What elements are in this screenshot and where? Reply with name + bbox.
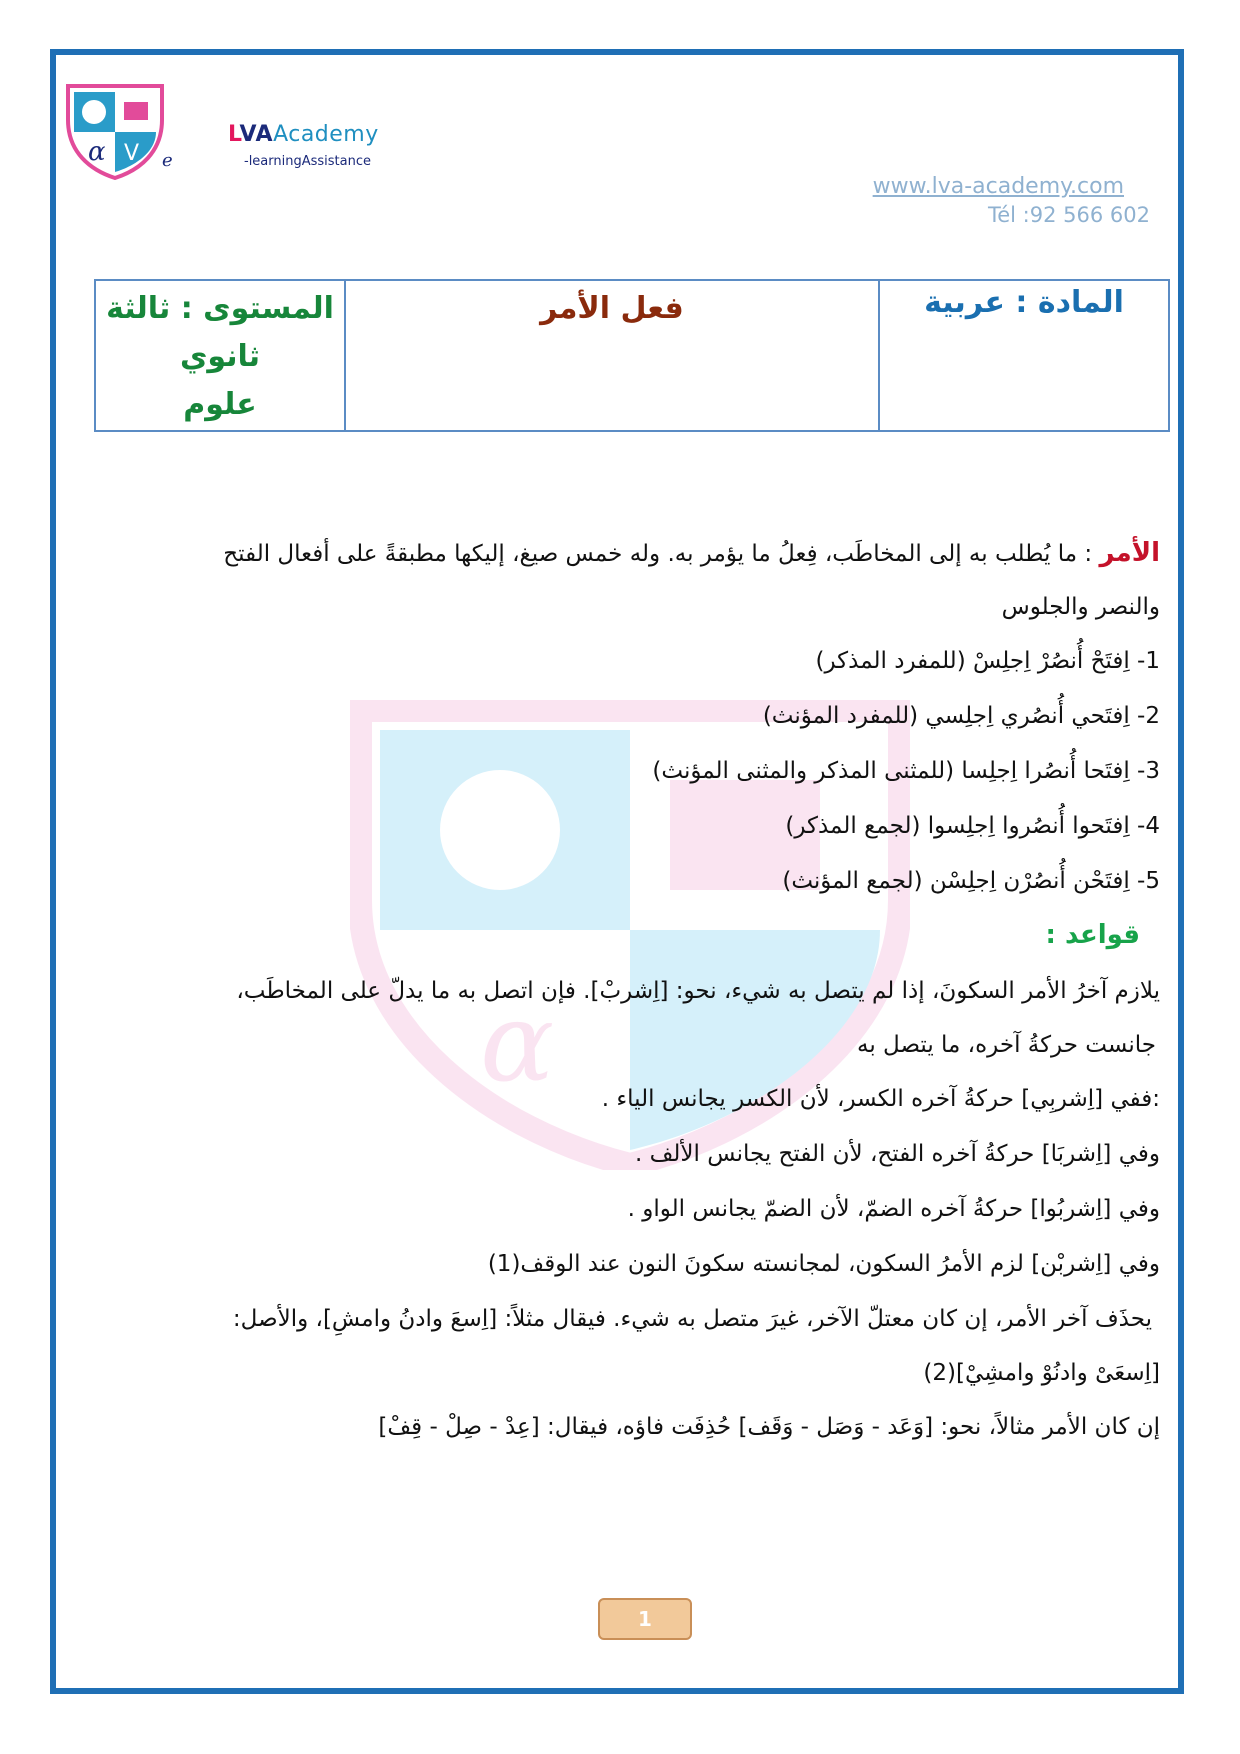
page-number-badge: 1	[598, 1598, 692, 1640]
svg-text:α: α	[480, 978, 555, 1106]
rule-line-3: :ففي [اِشربِي] حركةُ آخره الكسر، لأن الكسر يجانس الياء .	[601, 1086, 1160, 1112]
rule-line-2: جانست حركةُ آخره، ما يتصل به	[856, 1032, 1156, 1058]
rule-line-7: يحذَف آخر الأمر، إن كان معتلّ الآخر، غيرَ متصل به شيء. فيقال مثلاً: [اِسعَ وادنُ وامشِ]، والأصل:	[232, 1306, 1152, 1332]
form-line-4: 4- اِفتَحوا أُنصُروا اِجلِسوا (لجمع المذكر)	[785, 813, 1160, 839]
level-line-1: المستوى : ثالثة	[106, 291, 334, 326]
brand-academy: Academy	[273, 122, 379, 147]
level-line-2: ثانوي	[179, 339, 261, 374]
svg-text:α: α	[88, 137, 106, 167]
form-line-1: 1- اِفتَحْ أُنصُرْ اِجلِسْ (للمفرد المذكر)	[815, 648, 1160, 674]
definition-continuation: والنصر والجلوس	[1001, 594, 1160, 620]
brand-name	[228, 122, 379, 147]
form-line-5: 5- اِفتَحْن أُنصُرْن اِجلِسْن (لجمع المؤنث)	[782, 868, 1160, 894]
rules-heading: قواعد :	[1045, 920, 1140, 950]
website-link[interactable]: www.lva-academy.com	[872, 174, 1124, 199]
rule-line-5: وفي [اِشربُوا] حركةُ آخره الضمّ، لأن الضمّ يجانس الواو .	[627, 1196, 1160, 1222]
phone-number: Tél :92 566 602	[987, 203, 1150, 227]
form-line-2: 2- اِفتَحي أُنصُري اِجلِسي (للمفرد المؤنث)	[762, 703, 1160, 729]
rule-line-6: وفي [اِشربْن] لزم الأمرُ السكون، لمجانسته سكونَ النون عند الوقف(1)	[487, 1251, 1160, 1277]
subject-label: المادة : عربية	[924, 285, 1124, 320]
level-cell	[95, 280, 345, 431]
form-line-3: 3- اِفتَحا أُنصُرا اِجلِسا (للمثنى المذكر والمثنى المؤنث)	[652, 758, 1160, 784]
rule-line-8: [اِسعَىْ وادنُوْ وامشِيْ](2)	[923, 1360, 1160, 1386]
lesson-title: فعل الأمر	[540, 291, 684, 326]
rule-line-9: إن كان الأمر مثالاً، نحو: [وَعَد - وَصَل - وَقَف] حُذِفَت فاؤه، فيقال: [عِدْ - صِلْ - قِفْ]	[378, 1414, 1160, 1440]
lesson-header-table	[94, 279, 1170, 432]
brand-tagline: -learningAssistance	[244, 154, 371, 169]
brand-letter-l: L	[228, 122, 240, 147]
svg-text:V: V	[124, 141, 140, 166]
definition-text: : ما يُطلب به إلى المخاطَب، فِعلُ ما يؤمر به. وله خمس صيغ، إليكها مطبقةً على أفعال الفتح	[223, 541, 1100, 567]
definition-term: الأمر	[1099, 538, 1160, 568]
rule-line-1: يلازم آخرُ الأمر السكونَ، إذا لم يتصل به شيء، نحو: [اِشربْ]. فإن اتصل به ما يدلّ على المخاطَب،	[236, 978, 1160, 1004]
rule-line-4: وفي [اِشربَا] حركةُ آخره الفتح، لأن الفتح يجانس الألف .	[634, 1141, 1160, 1167]
lesson-title-cell	[345, 280, 879, 431]
level-line-3: علوم	[183, 387, 257, 422]
definition-line	[223, 538, 1160, 568]
brand-letters-va: VA	[239, 122, 274, 147]
subject-cell	[879, 280, 1169, 431]
brand-e-mark: e	[162, 150, 173, 171]
lva-academy-logo	[60, 80, 170, 180]
